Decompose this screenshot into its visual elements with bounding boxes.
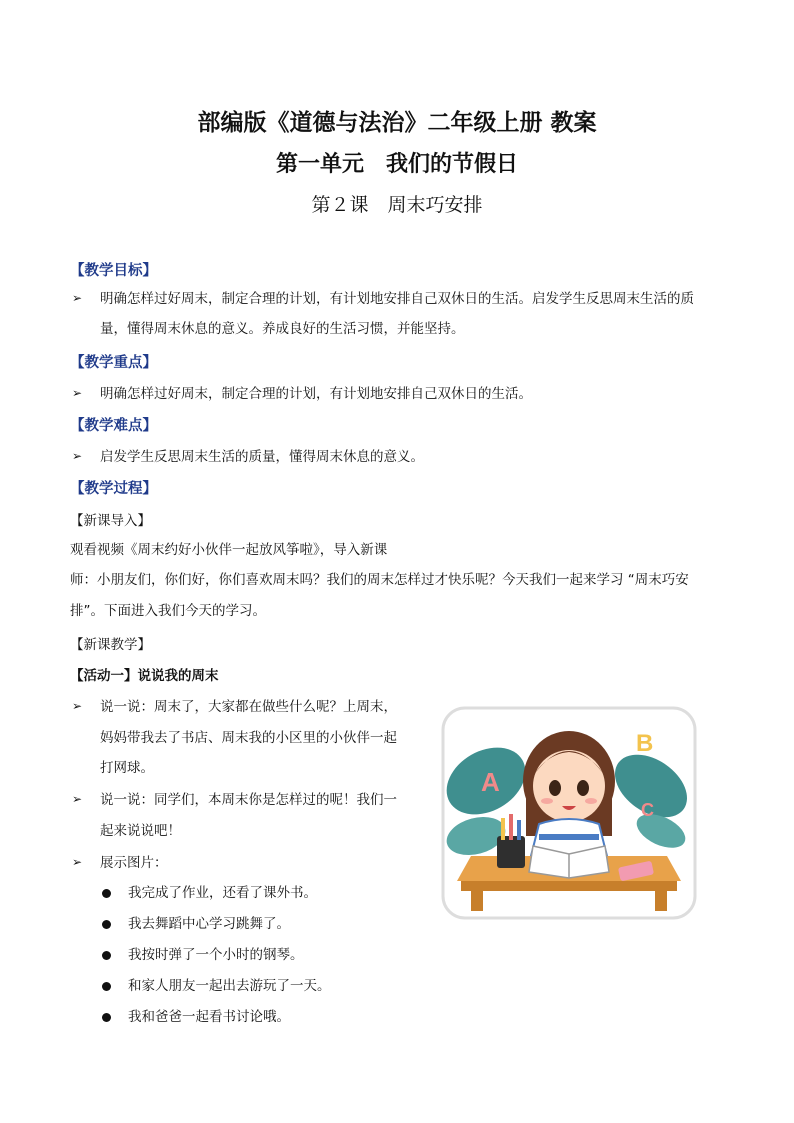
objectives-line-1: 明确怎样过好周末，制定合理的计划，有计划地安排自己双休日的生活。启发学生反思周末生活的质 <box>100 291 694 307</box>
key-points-line-1: 明确怎样过好周末，制定合理的计划，有计划地安排自己双休日的生活。 <box>100 386 532 402</box>
dot-bullet-icon <box>102 889 111 898</box>
say2-line-1: 说一说：同学们，本周末你是怎样过的呢！我们一 <box>100 792 397 808</box>
document-title: 部编版《道德与法治》二年级上册 教案 <box>197 110 597 136</box>
objectives-heading: 【教学目标】 <box>70 263 157 279</box>
desk-leg <box>655 891 667 911</box>
list-item: 和家人朋友一起出去游玩了一天。 <box>128 978 331 994</box>
objectives-line-2: 量，懂得周末休息的意义。养成良好的生活习惯，并能坚持。 <box>100 321 465 337</box>
list-item: 我去舞蹈中心学习跳舞了。 <box>128 916 290 932</box>
dot-bullet-icon <box>102 951 111 960</box>
say1-line-1: 说一说：周末了，大家都在做些什么呢？上周末， <box>100 699 397 715</box>
list-item: 我和爸爸一起看书讨论哦。 <box>128 1009 290 1025</box>
lesson-title: 第２课 周末巧安排 <box>311 194 483 216</box>
pencil-cup <box>497 836 525 868</box>
pencil-shape <box>517 820 521 840</box>
activity-title: 说说我的周末 <box>137 668 219 684</box>
shirt-stripe <box>539 834 599 840</box>
say2-line-2: 起来说说吧！ <box>100 823 181 839</box>
say1-line-2: 妈妈带我去了书店、周末我的小区里的小伙伴一起 <box>100 730 397 746</box>
cheek-shape <box>585 798 597 804</box>
intro-line-2: 师：小朋友们，你们好，你们喜欢周末吗？我们的周末怎样过才快乐呢？今天我们一起来学习 “周末巧安 <box>70 572 689 588</box>
girl-studying-illustration <box>441 706 697 920</box>
dot-bullet-icon <box>102 982 111 991</box>
unit-title: 第一单元 我们的节假日 <box>275 152 518 177</box>
arrow-bullet-icon: ➢ <box>72 855 83 869</box>
desk-leg <box>471 891 483 911</box>
difficulties-line-1: 启发学生反思周末生活的质量，懂得周末休息的意义。 <box>100 449 424 465</box>
teach-label: 【新课教学】 <box>70 637 151 653</box>
process-heading: 【教学过程】 <box>70 481 157 497</box>
difficulties-heading: 【教学难点】 <box>70 418 157 434</box>
letter-c: C <box>641 800 654 820</box>
cheek-shape <box>541 798 553 804</box>
activity-label: 【活动一】 <box>70 668 138 684</box>
pencil-shape <box>509 814 513 840</box>
activity-heading <box>70 664 219 684</box>
arrow-bullet-icon: ➢ <box>72 792 83 806</box>
arrow-bullet-icon: ➢ <box>72 386 83 400</box>
desk-edge <box>461 881 677 891</box>
letter-b: B <box>636 730 654 757</box>
pencil-shape <box>501 818 505 840</box>
dot-bullet-icon <box>102 920 111 929</box>
show-label: 展示图片： <box>100 855 168 871</box>
intro-line-1: 观看视频《周末约好小伙伴一起放风筝啦》，导入新课 <box>70 542 388 558</box>
face-shape <box>533 750 605 822</box>
arrow-bullet-icon: ➢ <box>72 699 83 713</box>
eye-shape <box>549 780 561 796</box>
arrow-bullet-icon: ➢ <box>72 449 83 463</box>
say1-line-3: 打网球。 <box>100 760 154 776</box>
dot-bullet-icon <box>102 1013 111 1022</box>
list-item: 我按时弹了一个小时的钢琴。 <box>128 947 304 963</box>
intro-line-3: 排”。下面进入我们今天的学习。 <box>70 603 266 619</box>
eye-shape <box>577 780 589 796</box>
arrow-bullet-icon: ➢ <box>72 291 83 305</box>
key-points-heading: 【教学重点】 <box>70 355 157 371</box>
intro-label: 【新课导入】 <box>70 513 151 529</box>
letter-a: A <box>481 767 500 797</box>
list-item: 我完成了作业，还看了课外书。 <box>128 885 317 901</box>
